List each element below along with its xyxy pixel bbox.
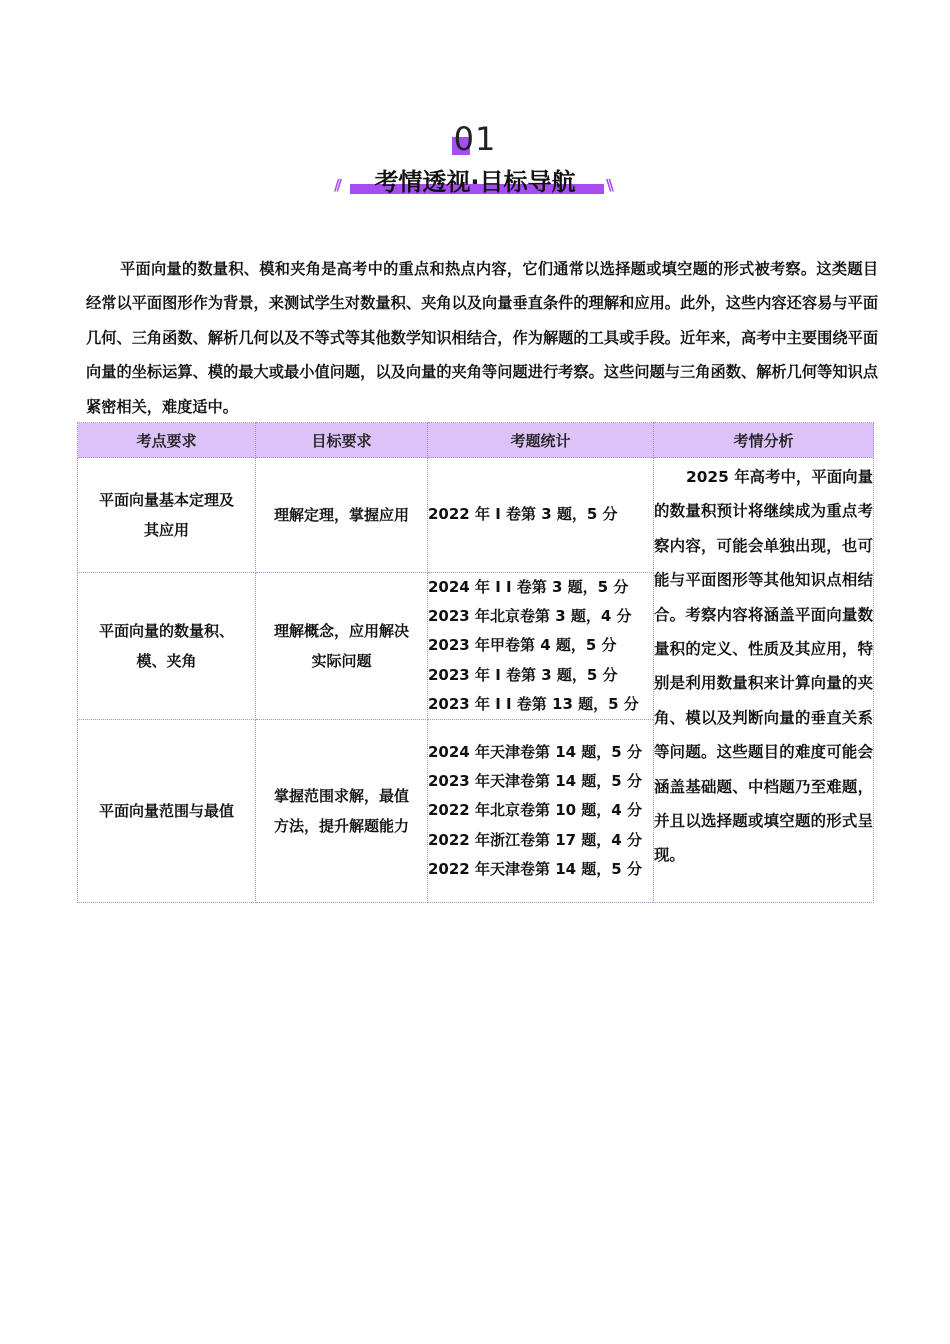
stats-line: 2022 年浙江卷第 17 题，4 分	[428, 830, 642, 849]
point-line: 平面向量基本定理及	[98, 491, 234, 509]
point-line: 平面向量范围与最值	[98, 802, 234, 821]
exam-analysis-table	[77, 422, 874, 903]
point-cell	[78, 573, 256, 720]
stats-line: 2022 年北京卷第 10 题，4 分	[428, 801, 642, 820]
section-title: 考情透视·目标导航	[374, 168, 576, 196]
goal-cell	[256, 573, 428, 720]
point-line: 模、夹角	[136, 652, 197, 670]
stats-line: 2024 年天津卷第 14 题，5 分	[428, 743, 642, 761]
point-cell	[78, 720, 256, 903]
header-goal: 目标要求	[256, 423, 428, 458]
stats-line: 2022 年天津卷第 14 题，5 分	[428, 859, 642, 878]
goal-cell	[256, 720, 428, 903]
left-slash-decoration: //	[334, 176, 339, 194]
stats-line: 2023 年甲卷第 4 题，5 分	[428, 636, 617, 655]
goal-line: 理解概念，应用解决	[273, 622, 409, 640]
stats-line: 2023 年天津卷第 14 题，5 分	[428, 772, 642, 791]
stats-cell	[428, 573, 654, 720]
stats-line: 2022 年 I 卷第 3 题，5 分	[428, 505, 618, 524]
analysis-text: 2025 年高考中，平面向量的数量积预计将继续成为重点考察内容，可能会单独出现，也可能与平面图形等其他知识点相结合。考察内容将涵盖平面向量数量积的定义、性质及其应用，特别是利用数量积来计算向量的夹角、模以及判断向量的垂直关系等问题。这些题目的难度可能会涵盖基础题、中档题乃至难题，并且以选择题或填空题的形式呈现。	[654, 468, 873, 865]
header-point: 考点要求	[78, 423, 256, 458]
goal-line: 方法，提升解题能力	[273, 817, 409, 836]
intro-paragraph: 平面向量的数量积、模和夹角是高考中的重点和热点内容，它们通常以选择题或填空题的形式被考察。这类题目经常以平面图形作为背景，来测试学生对数量积、夹角以及向量垂直条件的理解和应用。此外，这些内容还容易与平面几何、三角函数、解析几何以及不等式等其他数学知识相结合，作为解题的工具或手段。近年来，高考中主要围绕平面向量的坐标运算、模的最大或最小值问题，以及向量的夹角等问题进行考察。这些问题与三角函数、解析几何等知识点紧密相关，难度适中。	[86, 260, 878, 416]
section-number: 01	[453, 120, 497, 158]
point-line: 其应用	[143, 521, 189, 539]
goal-line: 掌握范围求解，最值	[273, 787, 409, 806]
right-slash-decoration: \\	[606, 176, 611, 194]
stats-line: 2023 年 I I 卷第 13 题，5 分	[428, 694, 639, 713]
header-analysis: 考情分析	[654, 423, 874, 458]
goal-line: 理解定理，掌握应用	[273, 506, 409, 524]
stats-line: 2023 年 I 卷第 3 题，5 分	[428, 665, 618, 684]
stats-cell	[428, 458, 654, 573]
table-row	[78, 458, 874, 573]
stats-line: 2023 年北京卷第 3 题，4 分	[428, 607, 632, 626]
stats-cell	[428, 720, 654, 903]
stats-line: 2024 年 I I 卷第 3 题，5 分	[428, 578, 629, 596]
section-header	[0, 118, 950, 208]
header-stats: 考题统计	[428, 423, 654, 458]
goal-cell	[256, 458, 428, 573]
point-cell	[78, 458, 256, 573]
analysis-cell	[654, 458, 874, 903]
point-line: 平面向量的数量积、	[98, 622, 234, 640]
goal-line: 实际问题	[311, 652, 372, 670]
table-header-row	[78, 423, 874, 458]
